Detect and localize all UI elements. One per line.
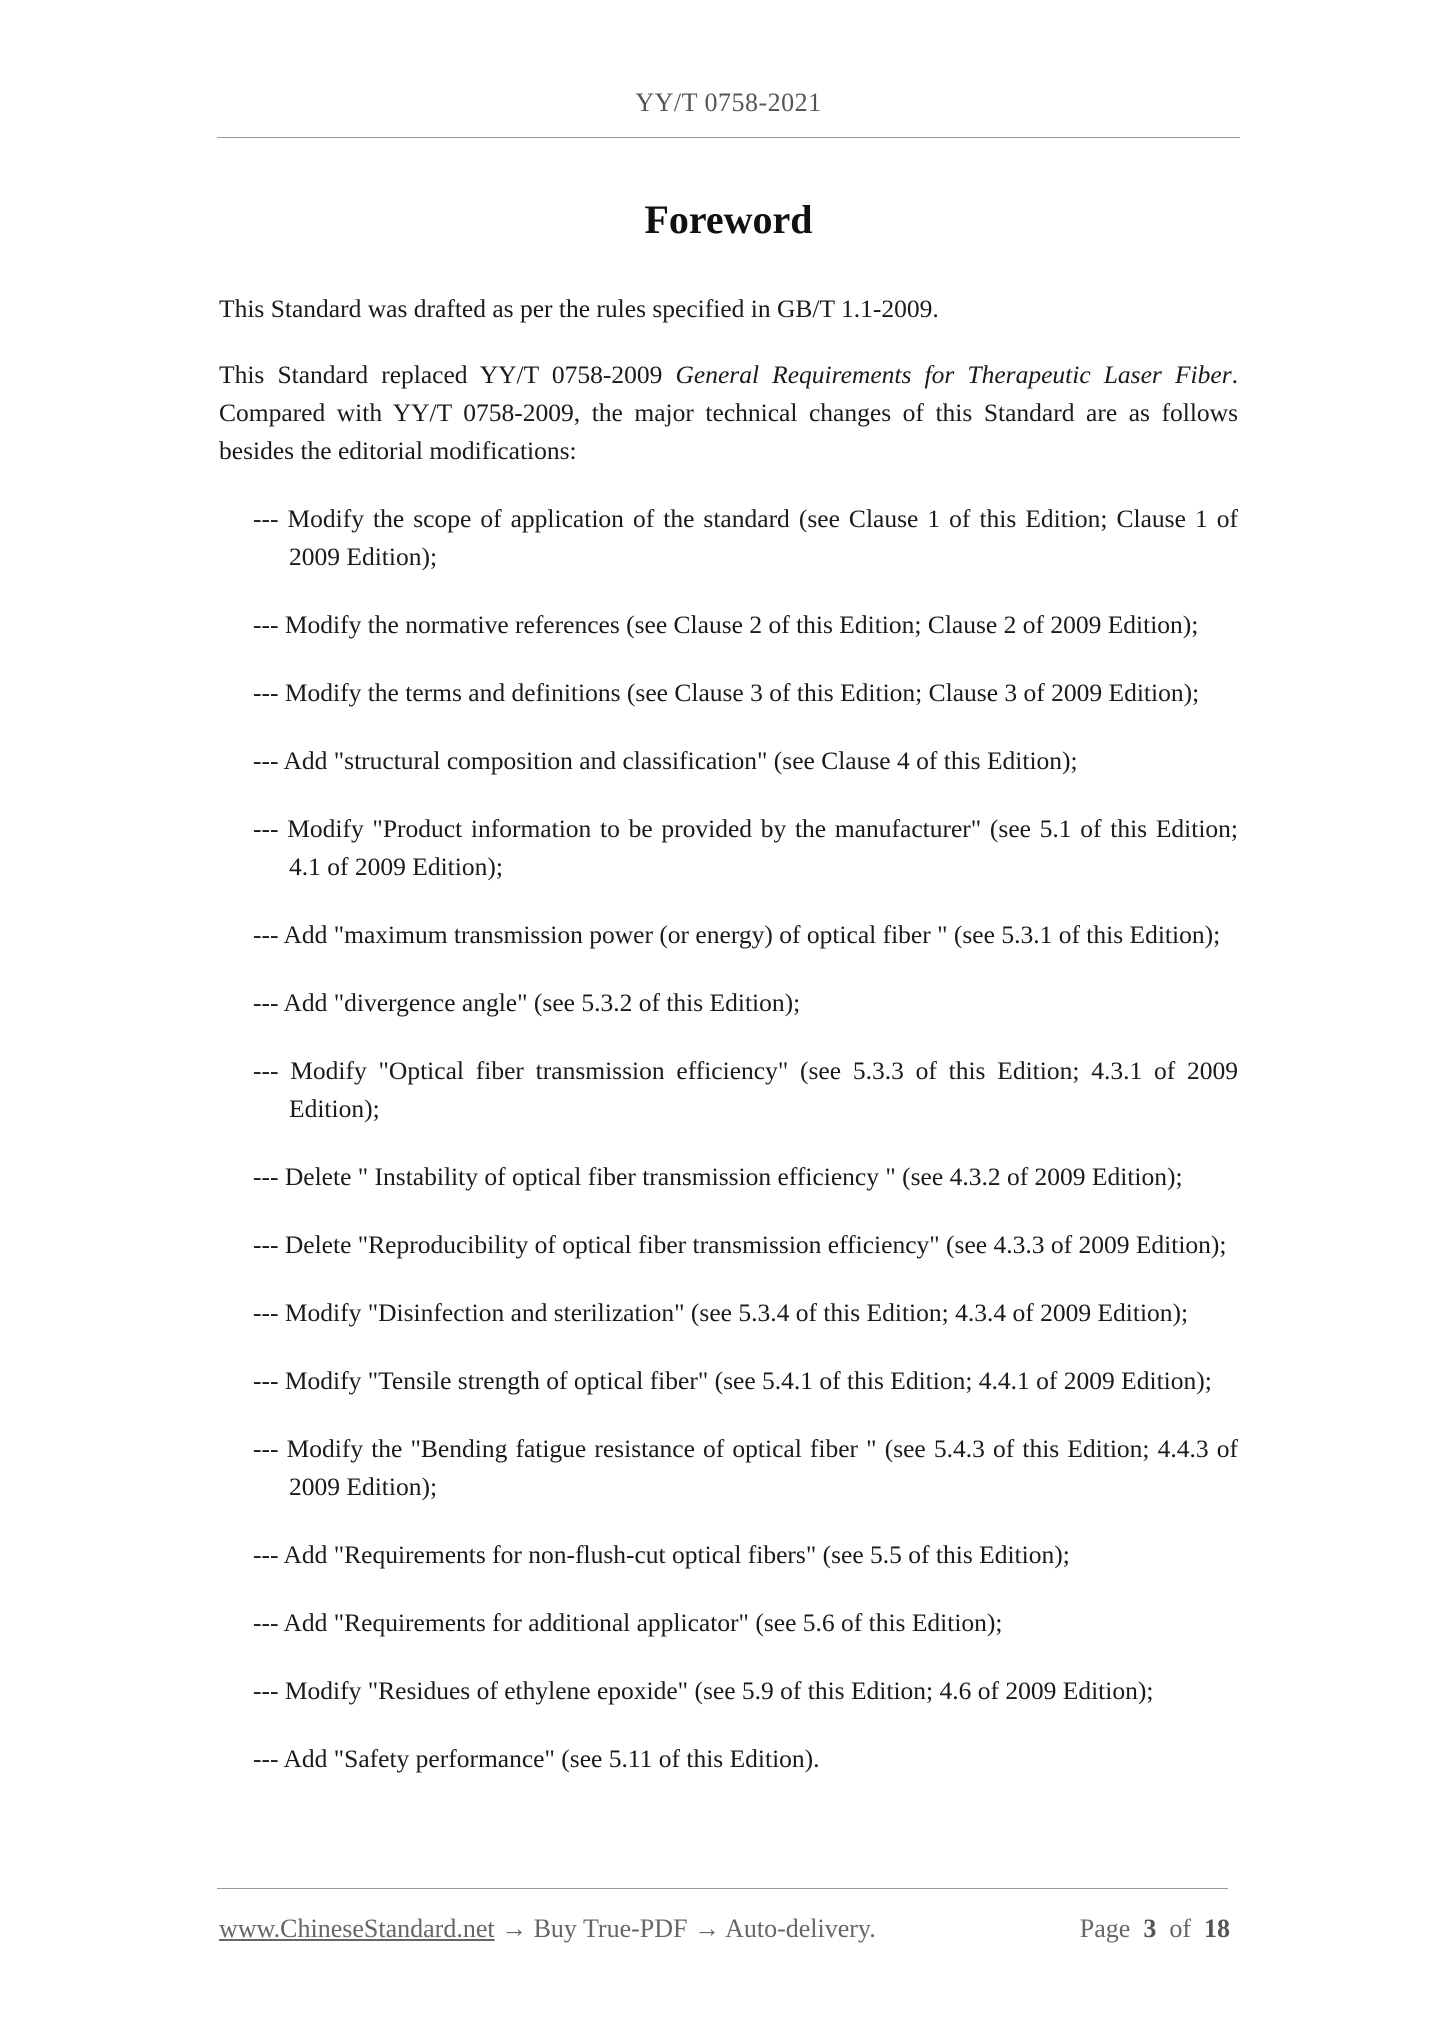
replaced-standard-title: General Requirements for Therapeutic Laser Fiber xyxy=(675,360,1232,389)
list-item: --- Add "Requirements for additional applicator" (see 5.6 of this Edition); xyxy=(253,1608,1003,1637)
list-item: --- Modify "Disinfection and sterilization" (see 5.3.4 of this Edition; 4.3.4 of 2009 Edition); xyxy=(253,1298,1189,1327)
paragraph-replacement-prefix: This Standard replaced YY/T 0758-2009 xyxy=(219,360,676,389)
header-divider xyxy=(217,137,1240,138)
list-item: --- Add "Requirements for non-flush-cut optical fibers" (see 5.5 of this Edition); xyxy=(253,1540,1070,1569)
list-item: --- Delete " Instability of optical fiber transmission efficiency " (see 4.3.2 of 2009 Edition); xyxy=(253,1162,1183,1191)
running-header: YY/T 0758-2021 xyxy=(635,88,822,117)
list-item: --- Modify "Residues of ethylene epoxide" (see 5.9 of this Edition; 4.6 of 2009 Edition); xyxy=(253,1676,1154,1705)
list-item: --- Delete "Reproducibility of optical fiber transmission efficiency" (see 4.3.3 of 2009 Edition); xyxy=(253,1230,1227,1259)
auto-delivery-text: Auto-delivery. xyxy=(725,1914,876,1943)
list-item: --- Modify the "Bending fatigue resistance of optical fiber " (see 5.4.3 of this Edition; 4.4.3 of 2009 Edition); xyxy=(253,1434,1238,1501)
list-item: --- Modify the terms and definitions (see Clause 3 of this Edition; Clause 3 of 2009 Edition); xyxy=(253,678,1200,707)
page-label: Page xyxy=(1079,1914,1131,1943)
page-title: Foreword xyxy=(644,197,813,242)
page-of: of xyxy=(1169,1914,1191,1943)
document-body xyxy=(219,290,1238,1808)
list-item: --- Modify "Tensile strength of optical fiber" (see 5.4.1 of this Edition; 4.4.1 of 2009 Edition); xyxy=(253,1366,1212,1395)
page-total: 18 xyxy=(1204,1914,1230,1943)
paragraph-drafting-rules: This Standard was drafted as per the rules specified in GB/T 1.1-2009. xyxy=(219,294,939,323)
page-number xyxy=(1080,1914,1230,1944)
arrow-right-icon: → xyxy=(694,1914,720,1943)
list-item: --- Modify "Product information to be provided by the manufacturer" (see 5.1 of this Edition; 4.1 of 2009 Edition); xyxy=(253,814,1238,881)
list-item: --- Add "Safety performance" (see 5.11 of this Edition). xyxy=(253,1744,820,1773)
list-item: --- Modify "Optical fiber transmission efficiency" (see 5.3.3 of this Edition; 4.3.1 of 2009 Edition); xyxy=(253,1056,1238,1123)
paragraph-replacement-suffix: . Compared with YY/T 0758-2009, the major technical changes of this Standard are as follows besides the editorial modifications: xyxy=(219,360,1238,465)
arrow-right-icon: → xyxy=(501,1914,528,1943)
list-item: --- Add "maximum transmission power (or energy) of optical fiber " (see 5.3.1 of this Edition); xyxy=(253,920,1221,949)
list-item: --- Modify the scope of application of the standard (see Clause 1 of this Edition; Clause 1 of 2009 Edition); xyxy=(253,504,1238,571)
list-item: --- Add "divergence angle" (see 5.3.2 of this Edition); xyxy=(253,988,801,1017)
list-item: --- Add "structural composition and classification" (see Clause 4 of this Edition); xyxy=(253,746,1078,775)
list-item: --- Modify the normative references (see Clause 2 of this Edition; Clause 2 of 2009 Edition); xyxy=(253,610,1199,639)
footer-promo xyxy=(219,1914,876,1944)
page-current: 3 xyxy=(1143,1914,1157,1943)
buy-pdf-text: Buy True-PDF xyxy=(533,1914,688,1943)
footer-divider xyxy=(217,1888,1228,1889)
paragraph-replacement xyxy=(219,356,1238,470)
site-link[interactable]: www.ChineseStandard.net xyxy=(219,1914,495,1943)
changes-list xyxy=(219,500,1238,1778)
